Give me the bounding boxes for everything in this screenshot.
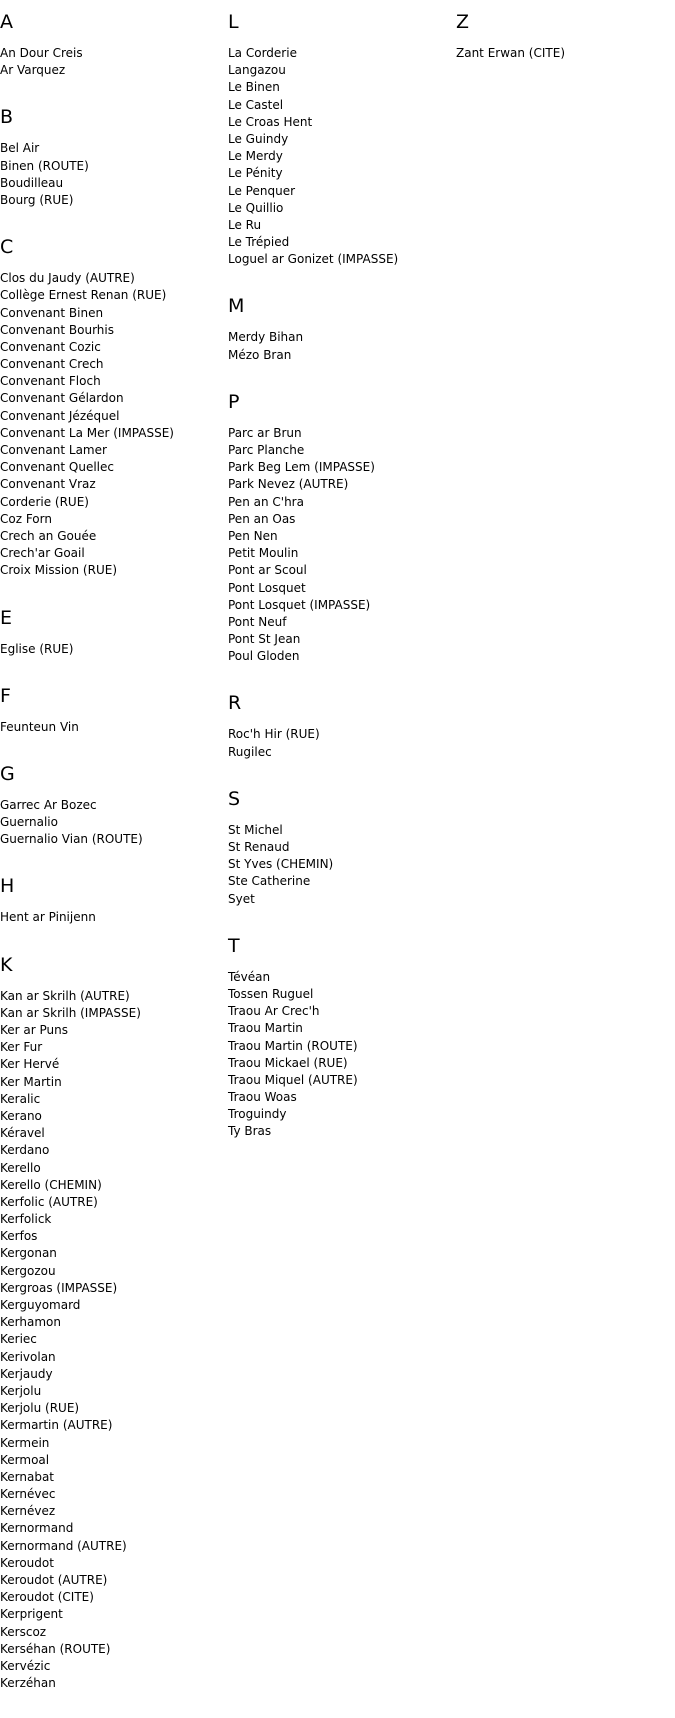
- street-link[interactable]: Le Merdy: [228, 149, 283, 164]
- street-link[interactable]: Kerjolu: [0, 1383, 42, 1398]
- street-link[interactable]: Poul Gloden: [228, 649, 300, 664]
- street-link[interactable]: Kernévec: [0, 1487, 56, 1502]
- street-link[interactable]: Ty Bras: [228, 1124, 272, 1139]
- street-link[interactable]: Pen an Oas: [228, 511, 296, 526]
- street-list: [228, 822, 443, 908]
- street-link[interactable]: Garrec Ar Bozec: [0, 797, 97, 812]
- street-link[interactable]: Le Quillio: [228, 200, 284, 215]
- street-link[interactable]: Convenant Vraz: [0, 477, 96, 492]
- letter-heading: G: [0, 762, 15, 785]
- street-link[interactable]: Kermartin (AUTRE): [0, 1418, 113, 1433]
- street-link[interactable]: Collège Ernest Renan (RUE): [0, 288, 167, 303]
- street-link[interactable]: Kermoal: [0, 1452, 50, 1467]
- street-link[interactable]: Pen an C'hra: [228, 494, 304, 509]
- street-list: [228, 329, 443, 363]
- street-list: [0, 719, 215, 736]
- street-link[interactable]: Kerhamon: [0, 1315, 61, 1330]
- letter-section: [228, 10, 443, 268]
- street-link[interactable]: Zant Erwan (CITE): [456, 46, 565, 60]
- street-link[interactable]: Le Trépied: [228, 235, 290, 250]
- street-link[interactable]: Pont St Jean: [228, 632, 301, 647]
- street-link[interactable]: Park Nevez (AUTRE): [228, 477, 349, 492]
- street-link[interactable]: Langazou: [228, 63, 286, 78]
- street-link[interactable]: Kerprigent: [0, 1607, 63, 1622]
- street-link[interactable]: Loguel ar Gonizet (IMPASSE): [228, 252, 399, 267]
- directory-column-3: [456, 10, 671, 88]
- street-link[interactable]: Traou Miquel (AUTRE): [228, 1072, 358, 1087]
- letter-section: [0, 684, 215, 736]
- street-link[interactable]: Le Castel: [228, 97, 284, 112]
- street-link[interactable]: Kergozou: [0, 1263, 56, 1278]
- street-link[interactable]: Traou Mickael (RUE): [228, 1055, 348, 1070]
- street-link[interactable]: Kerscoz: [0, 1624, 47, 1639]
- street-link[interactable]: Kerzéhan: [0, 1676, 56, 1691]
- street-list: [0, 45, 215, 79]
- street-list: [0, 270, 215, 579]
- street-link[interactable]: Kerfolick: [0, 1212, 52, 1227]
- street-link[interactable]: Ste Catherine: [228, 874, 311, 889]
- street-link[interactable]: Tossen Ruguel: [228, 986, 314, 1001]
- street-link[interactable]: St Michel: [228, 822, 283, 837]
- street-link[interactable]: Le Binen: [228, 80, 280, 95]
- street-link[interactable]: Convenant Gélardon: [0, 391, 124, 406]
- street-link[interactable]: Guernalio: [0, 815, 58, 830]
- street-link[interactable]: Clos du Jaudy (AUTRE): [0, 271, 135, 286]
- street-link[interactable]: Feunteun Vin: [0, 719, 79, 734]
- street-list: [228, 425, 443, 666]
- letter-heading: R: [228, 692, 242, 715]
- street-link[interactable]: Convenant Lamer: [0, 443, 107, 457]
- street-link[interactable]: Traou Ar Crec'h: [228, 1004, 320, 1019]
- street-link[interactable]: Troguindy: [228, 1107, 287, 1122]
- letter-heading: M: [228, 295, 245, 318]
- street-link[interactable]: Convenant La Mer (IMPASSE): [0, 425, 174, 440]
- letter-section: [228, 294, 443, 363]
- directory-column-2: [228, 10, 443, 1167]
- street-link[interactable]: Kan ar Skrilh (AUTRE): [0, 988, 130, 1003]
- street-link[interactable]: Rugilec: [228, 744, 272, 759]
- street-list: [0, 797, 215, 849]
- street-link[interactable]: Kerello (CHEMIN): [0, 1177, 102, 1192]
- street-list: [0, 988, 215, 1693]
- street-link[interactable]: Kerfos: [0, 1229, 38, 1244]
- directory-column-1: [0, 10, 215, 1718]
- street-list: [0, 641, 215, 658]
- letter-section: [228, 787, 443, 908]
- letter-heading: K: [0, 953, 13, 976]
- street-link[interactable]: Traou Martin: [228, 1021, 303, 1036]
- street-link[interactable]: Le Guindy: [228, 131, 289, 146]
- letter-section: [0, 105, 215, 209]
- street-link[interactable]: Kermein: [0, 1435, 50, 1450]
- street-link[interactable]: Le Pénity: [228, 166, 283, 181]
- letter-heading: A: [0, 11, 13, 33]
- letter-section: [0, 10, 215, 79]
- street-link[interactable]: Keroudot: [0, 1555, 54, 1570]
- street-link[interactable]: Le Croas Hent: [228, 114, 313, 129]
- letter-heading: S: [228, 787, 241, 810]
- street-link[interactable]: Kerjaudy: [0, 1366, 53, 1381]
- street-link[interactable]: Kernabat: [0, 1469, 55, 1484]
- street-list: [228, 45, 443, 268]
- street-link[interactable]: Convenant Crech: [0, 357, 104, 372]
- street-link[interactable]: Croix Mission (RUE): [0, 563, 117, 578]
- street-link[interactable]: Pont Neuf: [228, 614, 287, 629]
- street-link[interactable]: Kerdano: [0, 1143, 50, 1158]
- street-link[interactable]: Crech'ar Goail: [0, 546, 85, 561]
- street-link[interactable]: Kervézic: [0, 1658, 51, 1673]
- street-link[interactable]: Le Penquer: [228, 183, 296, 198]
- street-link[interactable]: Guernalio Vian (ROUTE): [0, 832, 143, 847]
- street-link[interactable]: Kergonan: [0, 1246, 57, 1261]
- letter-heading: H: [0, 875, 15, 898]
- street-link[interactable]: Kerivolan: [0, 1349, 56, 1364]
- letter-section: [228, 390, 443, 666]
- street-link[interactable]: Kerano: [0, 1108, 42, 1123]
- letter-section: [0, 235, 215, 579]
- street-link[interactable]: Eglise (RUE): [0, 641, 74, 656]
- street-link[interactable]: Kerjolu (RUE): [0, 1401, 80, 1416]
- street-list: [0, 140, 215, 209]
- street-link[interactable]: Tévéan: [228, 969, 271, 984]
- street-link[interactable]: An Dour Creis: [0, 46, 83, 60]
- letter-heading: C: [0, 236, 14, 259]
- street-link[interactable]: Kernévez: [0, 1504, 56, 1519]
- street-link[interactable]: Kergroas (IMPASSE): [0, 1280, 118, 1295]
- street-link[interactable]: Ker Hervé: [0, 1057, 60, 1072]
- street-link[interactable]: Pont Losquet: [228, 580, 306, 595]
- street-link[interactable]: Ker ar Puns: [0, 1023, 68, 1037]
- letter-section: [0, 953, 215, 1693]
- letter-section: [456, 10, 671, 62]
- letter-heading: E: [0, 606, 13, 629]
- letter-heading: B: [0, 106, 14, 129]
- letter-heading: L: [228, 11, 239, 33]
- street-link[interactable]: Keroudot (CITE): [0, 1590, 94, 1605]
- street-link[interactable]: Syet: [228, 891, 255, 906]
- street-link[interactable]: Roc'h Hir (RUE): [228, 727, 320, 742]
- letter-section: [0, 762, 215, 849]
- letter-heading: Z: [456, 11, 470, 33]
- street-link[interactable]: Kerséhan (ROUTE): [0, 1641, 111, 1656]
- letter-heading: P: [228, 390, 240, 413]
- letter-section: [228, 691, 443, 760]
- street-link[interactable]: Convenant Quellec: [0, 460, 114, 475]
- street-link[interactable]: Parc Planche: [228, 443, 305, 457]
- street-link[interactable]: Traou Martin (ROUTE): [228, 1038, 358, 1053]
- street-list: [0, 909, 215, 926]
- letter-section: [0, 606, 215, 658]
- street-list: [456, 45, 671, 62]
- street-link[interactable]: Kerello: [0, 1160, 41, 1175]
- street-link[interactable]: St Yves (CHEMIN): [228, 857, 334, 872]
- street-link[interactable]: Binen (ROUTE): [0, 158, 89, 173]
- street-link[interactable]: Boudilleau: [0, 175, 64, 190]
- street-link[interactable]: La Corderie: [228, 46, 297, 60]
- street-link[interactable]: Parc ar Brun: [228, 425, 302, 440]
- street-link[interactable]: Pont ar Scoul: [228, 563, 307, 578]
- street-link[interactable]: Bel Air: [0, 141, 40, 156]
- letter-section: [0, 874, 215, 926]
- street-link[interactable]: Kéravel: [0, 1126, 45, 1141]
- street-link[interactable]: Ker Fur: [0, 1040, 43, 1055]
- street-link[interactable]: Merdy Bihan: [228, 330, 304, 345]
- street-link[interactable]: Pont Losquet (IMPASSE): [228, 597, 371, 612]
- street-link[interactable]: Kernormand (AUTRE): [0, 1538, 127, 1553]
- street-link[interactable]: Convenant Bourhis: [0, 322, 114, 337]
- street-link[interactable]: Corderie (RUE): [0, 494, 89, 509]
- street-link[interactable]: Ar Varquez: [0, 63, 66, 78]
- letter-section: [228, 934, 443, 1141]
- letter-heading: F: [0, 684, 11, 707]
- street-link[interactable]: Kerguyomard: [0, 1298, 81, 1312]
- street-list: [228, 969, 443, 1141]
- street-link[interactable]: Crech an Gouée: [0, 528, 97, 543]
- street-link[interactable]: Convenant Jézéquel: [0, 408, 120, 423]
- street-link[interactable]: Petit Moulin: [228, 546, 299, 561]
- street-link[interactable]: Hent ar Pinijenn: [0, 910, 96, 925]
- street-link[interactable]: Ker Martin: [0, 1074, 62, 1089]
- street-link[interactable]: Mézo Bran: [228, 347, 292, 362]
- street-link[interactable]: Bourg (RUE): [0, 192, 74, 207]
- letter-heading: T: [228, 934, 240, 957]
- street-list: [228, 726, 443, 760]
- street-link[interactable]: Keroudot (AUTRE): [0, 1573, 108, 1587]
- street-link[interactable]: Kan ar Skrilh (IMPASSE): [0, 1005, 141, 1020]
- street-link[interactable]: Kerfolic (AUTRE): [0, 1194, 98, 1209]
- street-link[interactable]: Le Ru: [228, 217, 262, 232]
- street-link[interactable]: Convenant Floch: [0, 374, 101, 389]
- street-link[interactable]: Keralic: [0, 1091, 41, 1106]
- street-link[interactable]: Park Beg Lem (IMPASSE): [228, 460, 375, 475]
- street-link[interactable]: Traou Woas: [228, 1090, 297, 1105]
- street-link[interactable]: Keriec: [0, 1332, 37, 1347]
- street-link[interactable]: Pen Nen: [228, 528, 278, 543]
- street-link[interactable]: Kernormand: [0, 1521, 74, 1536]
- street-link[interactable]: Convenant Binen: [0, 305, 104, 320]
- street-link[interactable]: Coz Forn: [0, 511, 52, 526]
- street-link[interactable]: St Renaud: [228, 840, 290, 854]
- street-link[interactable]: Convenant Cozic: [0, 339, 101, 354]
